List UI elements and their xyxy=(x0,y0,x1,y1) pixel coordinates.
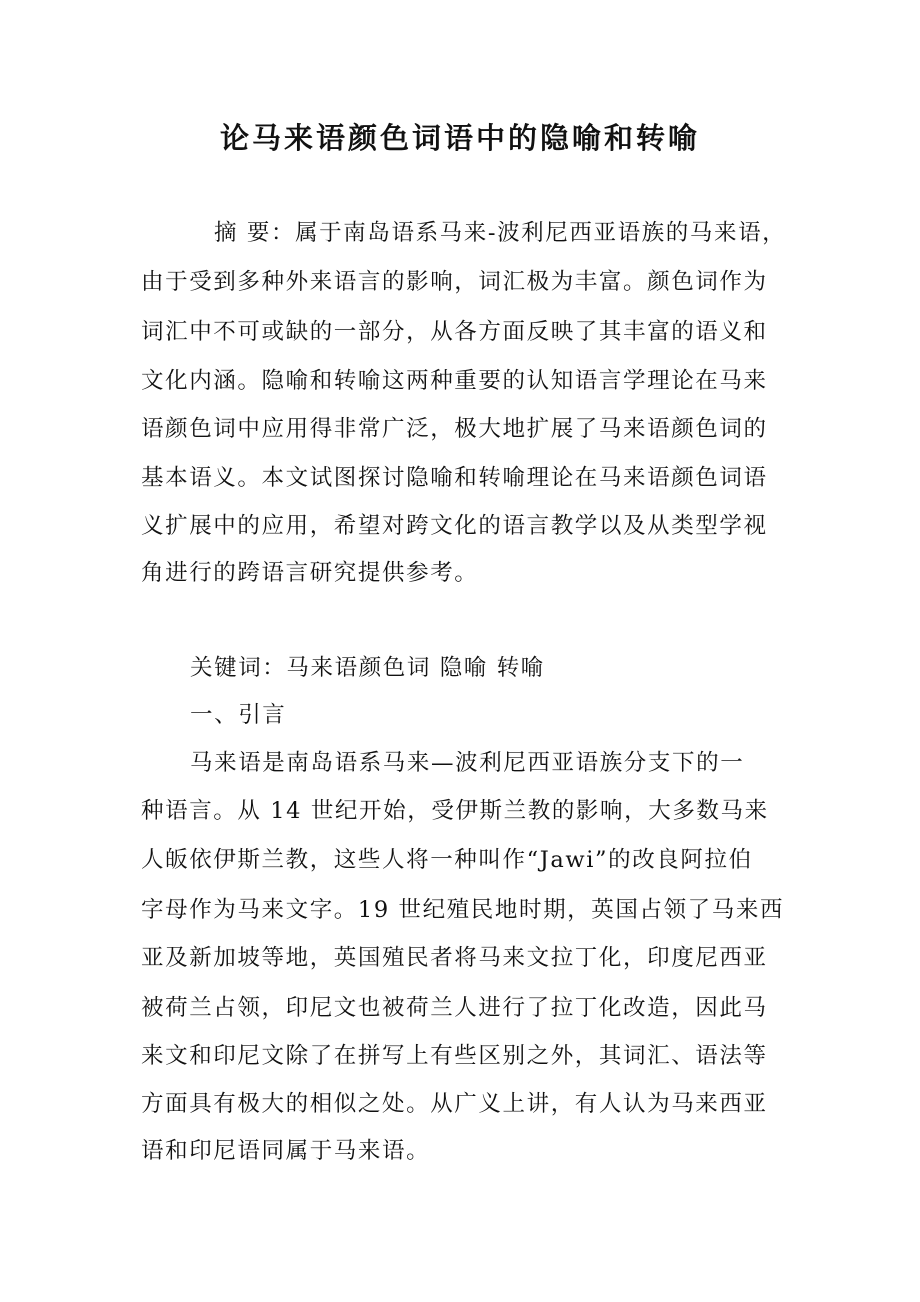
keywords-label: 关键词： xyxy=(190,655,287,681)
body-line: 马来语是南岛语系马来—波利尼西亚语族分支下的一 xyxy=(190,750,745,776)
body-line: 来文和印尼文除了在拼写上有些区别之外，其词汇、语法等 xyxy=(141,1043,768,1069)
abstract-line: 角进行的跨语言研究提供参考。 xyxy=(141,560,479,586)
abstract-line: 由于受到多种外来语言的影响，词汇极为丰富。颜色词作为 xyxy=(141,269,768,295)
body-line: 人皈依伊斯兰教，这些人将一种叫作“Jawi”的改良阿拉伯 xyxy=(141,847,753,873)
section-heading: 一、引言 xyxy=(190,702,287,728)
abstract-first-line xyxy=(214,218,786,248)
body-line: 亚及新加坡等地，英国殖民者将马来文拉丁化，印度尼西亚 xyxy=(141,945,768,971)
abstract-line: 语颜色词中应用得非常广泛，极大地扩展了马来语颜色词的 xyxy=(141,416,768,442)
body-line: 语和印尼语同属于马来语。 xyxy=(141,1138,431,1164)
abstract-label: 摘 要： xyxy=(214,220,296,246)
abstract-line: 文化内涵。隐喻和转喻这两种重要的认知语言学理论在马来 xyxy=(141,368,768,394)
document-title: 论马来语颜色词语中的隐喻和转喻 xyxy=(219,121,700,155)
body-line: 种语言。从 14 世纪开始，受伊斯兰教的影响，大多数马来 xyxy=(141,798,769,824)
abstract-line: 义扩展中的应用，希望对跨文化的语言教学以及从类型学视 xyxy=(141,513,768,539)
body-line: 字母作为马来文字。19 世纪殖民地时期，英国占领了马来西 xyxy=(141,897,785,923)
abstract-line: 词汇中不可或缺的一部分，从各方面反映了其丰富的语义和 xyxy=(141,319,768,345)
keywords-values: 马来语颜色词 隐喻 转喻 xyxy=(286,655,545,681)
keywords xyxy=(190,653,545,683)
abstract-line: 属于南岛语系马来-波利尼西亚语族的马来语， xyxy=(295,220,787,246)
body-line: 被荷兰占领，印尼文也被荷兰人进行了拉丁化改造，因此马 xyxy=(141,995,768,1021)
body-line: 方面具有极大的相似之处。从广义上讲，有人认为马来西亚 xyxy=(141,1091,768,1117)
abstract-line: 基本语义。本文试图探讨隐喻和转喻理论在马来语颜色词语 xyxy=(141,465,768,491)
